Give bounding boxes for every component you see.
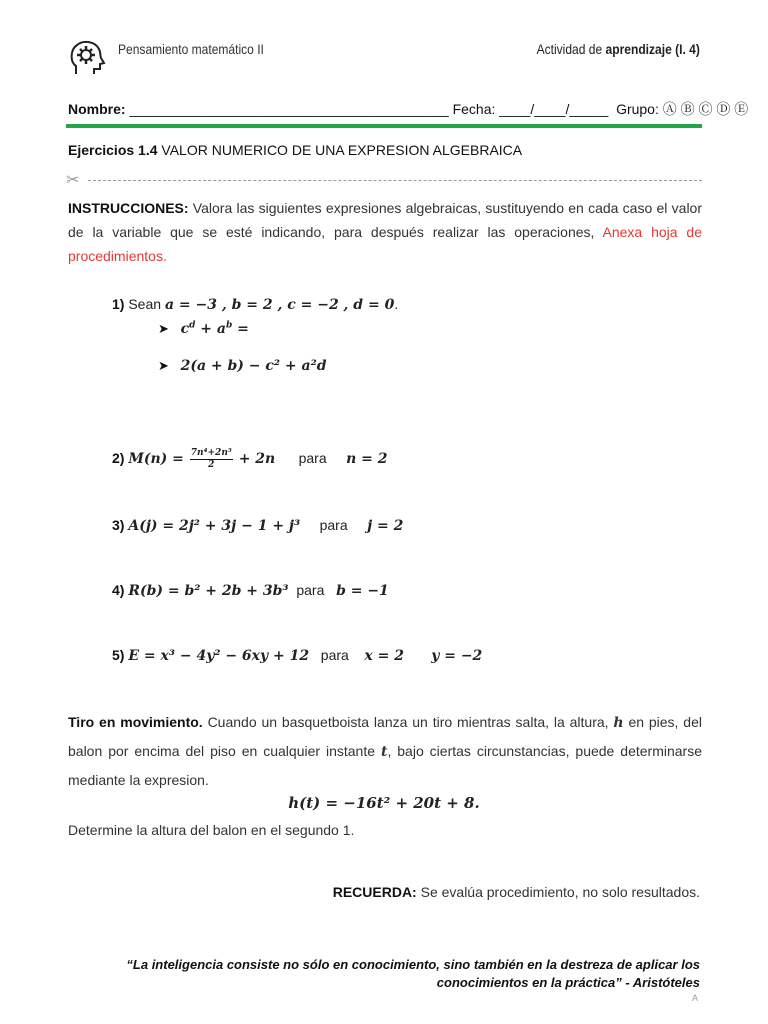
date-field[interactable]: Fecha: ____/____/_____ <box>452 101 609 117</box>
exercise-3-expr: A(j) = 2j² + 3j − 1 + j³ <box>128 518 301 534</box>
exercise-topic: VALOR NUMERICO DE UNA EXPRESION ALGEBRAICA <box>157 142 523 158</box>
exercise-2-rhs: + 2n <box>238 451 276 468</box>
footer-quote: “La inteligencia consiste no sólo en conocimiento, sino también en la destreza de aplicar los conocimientos en la práctica” - Aristóteles <box>126 957 700 990</box>
student-line <box>68 99 748 119</box>
exercise-5-para: para <box>320 647 349 663</box>
exercise-4-number: 4) <box>112 582 125 598</box>
exercise-1-lead: Sean <box>124 296 165 312</box>
name-field[interactable]: _________________________________________ <box>125 101 453 117</box>
height-formula: h(t) = −16t² + 20t + 8. <box>288 794 480 812</box>
instructions-text: Valora las siguientes expresiones algebraicas, sustituyendo en cada caso el valor de la variable que se esté indicando, para después realizar las operaciones, <box>68 200 702 240</box>
exercise-3-cond: j = 2 <box>367 518 404 534</box>
exercise-1-bullet-2 <box>158 357 327 374</box>
exercise-number: Ejercicios 1.4 <box>68 142 158 158</box>
activity-prefix: Actividad de <box>536 41 606 57</box>
fraction-denominator: 2 <box>208 460 215 470</box>
exercise-1-expr-2: 2(a + b) − c² + a²d <box>180 358 327 374</box>
exercise-1-values: a = −3 , b = 2 , c = −2 , d = 0 <box>164 297 395 313</box>
variable-h: h <box>613 715 624 731</box>
exercise-2-lhs: M(n) = <box>128 451 184 468</box>
exercise-2-fraction <box>190 448 233 471</box>
instructions <box>68 196 702 268</box>
head-gear-icon <box>66 38 106 78</box>
instructions-label: INSTRUCCIONES: <box>68 200 189 216</box>
exercise-4-expr: R(b) = b² + 2b + 3b³ <box>128 583 289 599</box>
exercise-4-cond: b = −1 <box>336 583 389 599</box>
exercise-5-cond-2: y = −2 <box>431 648 483 664</box>
activity-bold: aprendizaje (I. 4) <box>605 41 700 57</box>
dashed-divider <box>88 180 702 181</box>
activity-label <box>537 41 700 57</box>
word-problem <box>68 708 702 794</box>
reminder-text: Se evalúa procedimiento, no solo resultados. <box>416 884 700 900</box>
variable-t: t <box>380 744 388 760</box>
exercise-1 <box>112 296 398 313</box>
arrow-bullet-icon: ➤ <box>158 321 169 336</box>
word-problem-text-1: Cuando un basquetboista lanza un tiro mientras salta, la altura, <box>202 714 614 730</box>
arrow-bullet-icon: ➤ <box>158 358 169 373</box>
exercise-1-bullet-1 <box>158 320 249 337</box>
word-problem-text-2: en pies, del balon por encima del piso en cualquier instante <box>68 714 702 759</box>
exercise-3 <box>112 517 403 534</box>
exercise-1-number: 1) <box>112 296 125 312</box>
exercise-title <box>68 142 522 158</box>
course-title: Pensamiento matemático II <box>118 41 264 57</box>
exercise-2 <box>112 448 387 471</box>
group-field[interactable]: Grupo: Ⓐ Ⓑ Ⓒ Ⓓ Ⓔ <box>616 101 749 117</box>
exercise-4 <box>112 582 389 599</box>
exercise-3-number: 3) <box>112 517 125 533</box>
reminder <box>333 884 700 900</box>
page-mark: A <box>691 993 698 1003</box>
instructions-red-text: Anexa hoja de procedimientos. <box>68 224 702 264</box>
exercise-5-cond-1: x = 2 <box>364 648 404 664</box>
exercise-5 <box>112 647 482 664</box>
exercise-2-cond: n = 2 <box>346 451 388 468</box>
exercise-4-para: para <box>296 582 325 598</box>
exercise-1-expr-1: $c^d + a^b$ = <box>180 320 249 337</box>
exercise-2-para: para <box>298 450 327 467</box>
scissors-icon: ✂ <box>66 172 80 189</box>
reminder-label: RECUERDA: <box>332 884 417 900</box>
fraction-numerator: 7n⁴+2n⁵ <box>190 448 232 458</box>
exercise-2-number: 2) <box>112 450 125 467</box>
cut-line <box>66 172 702 188</box>
word-problem-label: Tiro en movimiento. <box>68 714 203 730</box>
header-divider <box>66 124 702 128</box>
exercise-1-end: . <box>394 296 399 312</box>
word-problem-text-3: , bajo ciertas circunstancias, puede determinarse mediante la expresion. <box>68 743 702 788</box>
name-label: Nombre: <box>68 101 126 117</box>
exercise-5-number: 5) <box>112 647 125 663</box>
word-problem-question: Determine la altura del balon en el segundo 1. <box>68 822 355 838</box>
exercise-3-para: para <box>319 517 348 533</box>
exercise-5-expr: E = x³ − 4y² − 6xy + 12 <box>128 648 310 664</box>
